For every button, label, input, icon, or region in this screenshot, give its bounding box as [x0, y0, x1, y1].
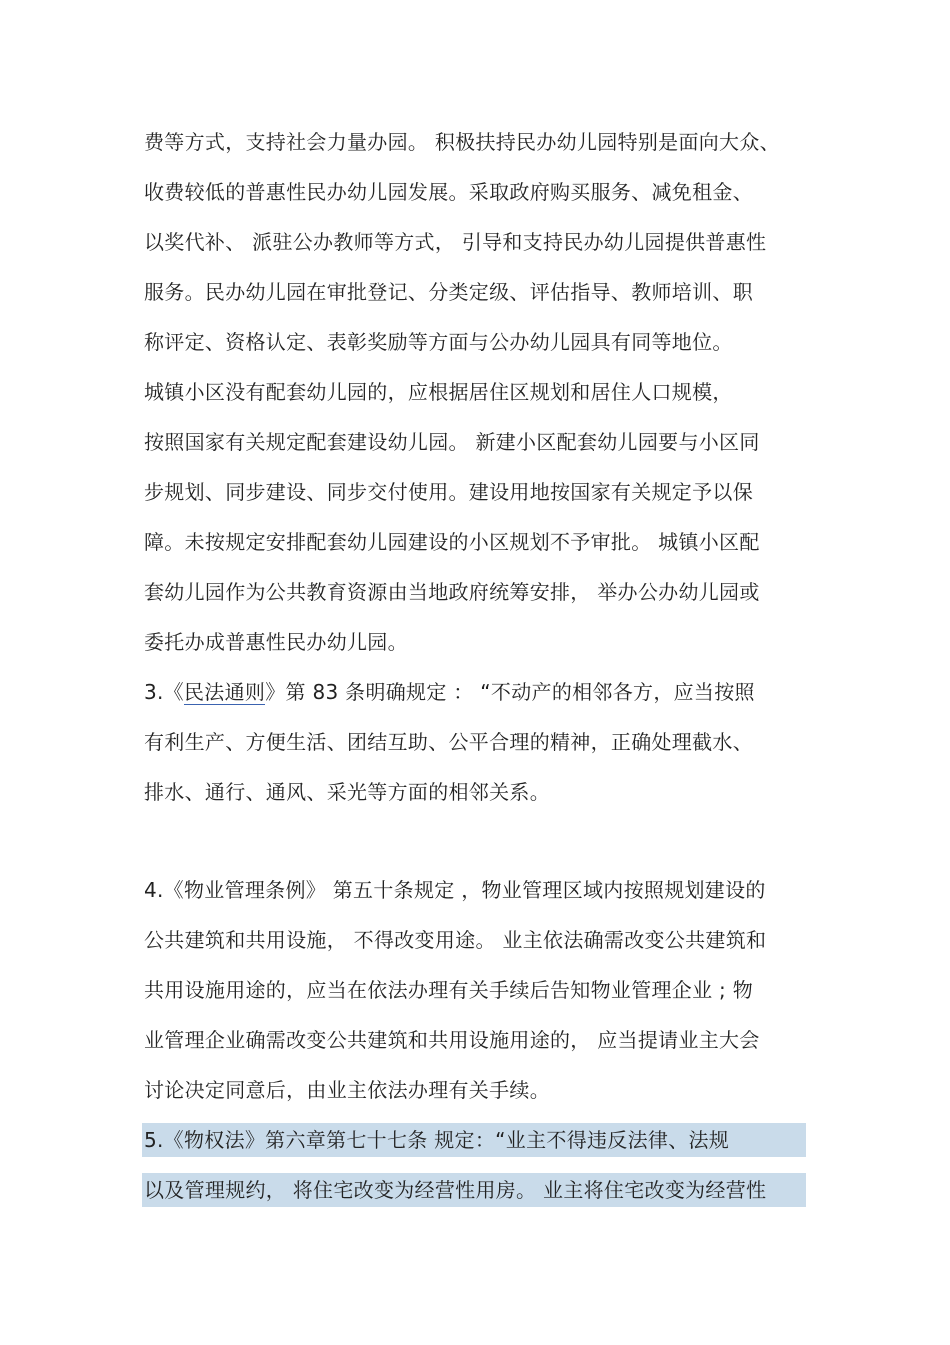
text-line: 称评定、资格认定、表彰奖励等方面与公办幼儿园具有同等地位。 [144, 330, 733, 354]
text-line: 障。未按规定安排配套幼儿园建设的小区规划不予审批。 城镇小区配 [144, 530, 760, 554]
text-line: 城镇小区没有配套幼儿园的，应根据居住区规划和居住人口规模， [144, 380, 733, 404]
text-line: 费等方式，支持社会力量办园。 积极扶持民办幼儿园特别是面向大众、 [144, 130, 780, 154]
text-segment: 3.《 [144, 680, 184, 704]
text-line: 委托办成普惠性民办幼儿园。 [144, 630, 408, 654]
text-line: 业管理企业确需改变公共建筑和共用设施用途的， 应当提请业主大会 [144, 1028, 760, 1052]
text-line: 步规划、同步建设、同步交付使用。建设用地按国家有关规定予以保 [144, 480, 753, 504]
text-line: 收费较低的普惠性民办幼儿园发展。采取政府购买服务、减免租金、 [144, 180, 753, 204]
text-line: 按照国家有关规定配套建设幼儿园。 新建小区配套幼儿园要与小区同 [144, 430, 760, 454]
text-line: 排水、通行、通风、采光等方面的相邻关系。 [144, 780, 550, 804]
selected-text-line: 以及管理规约， 将住宅改变为经营性用房。 业主将住宅改变为经营性 [142, 1173, 806, 1207]
text-line-with-link [144, 675, 755, 709]
text-line: 以奖代补、 派驻公办教师等方式， 引导和支持民办幼儿园提供普惠性 [144, 230, 767, 254]
text-line: 共用设施用途的，应当在依法办理有关手续后告知物业管理企业 ; 物 [144, 978, 754, 1002]
text-line: 套幼儿园作为公共教育资源由当地政府统筹安排， 举办公办幼儿园或 [144, 580, 760, 604]
text-line: 讨论决定同意后，由业主依法办理有关手续。 [144, 1078, 550, 1102]
text-segment: 》第 83 条明确规定 ： “不动产的相邻各方，应当按照 [265, 680, 755, 704]
text-line: 有利生产、方便生活、团结互助、公平合理的精神，正确处理截水、 [144, 730, 753, 754]
text-line: 公共建筑和共用设施， 不得改变用途。 业主依法确需改变公共建筑和 [144, 928, 767, 952]
text-line: 4.《物业管理条例》 第五十条规定 ，物业管理区域内按照规划建设的 [144, 878, 766, 902]
text-line: 服务。民办幼儿园在审批登记、分类定级、评估指导、教师培训、职 [144, 280, 753, 304]
selected-text-line: 5.《物权法》第六章第七十七条 规定：“业主不得违反法律、法规 [142, 1123, 806, 1157]
law-link[interactable]: 民法通则 [183, 680, 266, 704]
